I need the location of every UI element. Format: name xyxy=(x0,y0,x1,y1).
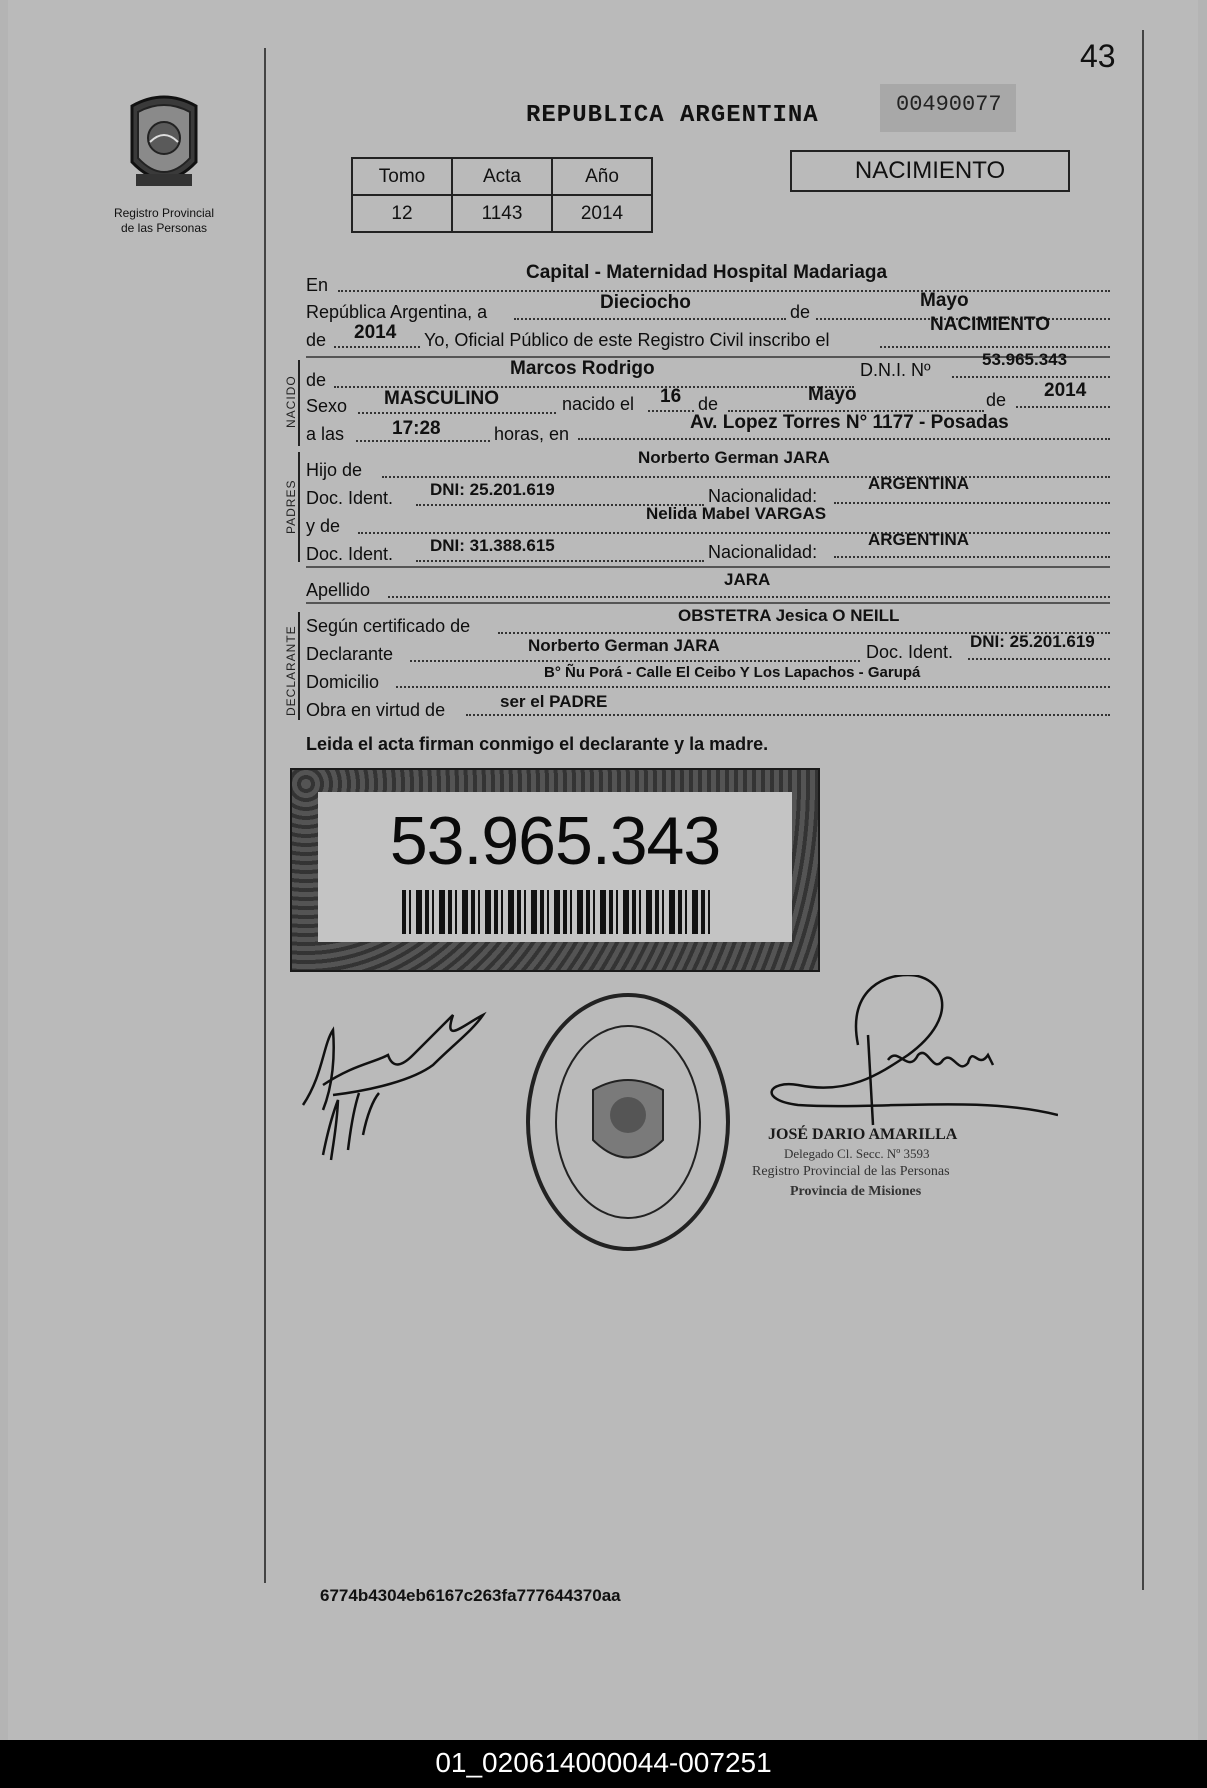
barcode xyxy=(402,890,712,934)
label-horas: horas, en xyxy=(494,424,570,444)
official-signature xyxy=(758,975,1058,1135)
declarante-name: Norberto German JARA xyxy=(528,636,720,655)
day-words: Dieciocho xyxy=(600,292,691,313)
label-doc-mother: Doc. Ident. xyxy=(306,544,394,564)
padres-bar xyxy=(298,452,300,562)
declarante-section-label: DECLARANTE xyxy=(284,625,298,716)
record-table xyxy=(351,157,653,233)
label-de-bm: de xyxy=(698,394,719,414)
label-domicilio: Domicilio xyxy=(306,672,380,692)
child-dni: 53.965.343 xyxy=(982,350,1068,369)
dots-byear xyxy=(1016,406,1110,408)
record-table-header xyxy=(352,158,652,195)
dots-declarante xyxy=(410,660,860,662)
padres-section-label: PADRES xyxy=(284,479,298,534)
id-stamp xyxy=(290,768,820,972)
serial-number: 00490077 xyxy=(896,92,1002,117)
label-hijo: Hijo de xyxy=(306,460,363,480)
label-inscribe: Yo, Oficial Público de este Registro Civil inscribo el xyxy=(424,330,830,350)
year-value: 2014 xyxy=(354,322,397,343)
serial-box xyxy=(880,84,1016,132)
label-nac-mother: Nacionalidad: xyxy=(708,542,818,562)
mother-name: Nelida Mabel VARGAS xyxy=(646,504,827,523)
label-doc-decl: Doc. Ident. xyxy=(866,642,954,662)
obra-value: ser el PADRE xyxy=(500,692,608,711)
certificate-value: OBSTETRA Jesica O NEILL xyxy=(678,606,900,625)
official-province: Provincia de Misiones xyxy=(790,1184,922,1199)
official-role: Delegado Cl. Secc. Nº 3593 xyxy=(784,1146,930,1161)
left-margin-line xyxy=(264,48,266,1583)
header-acta: Acta xyxy=(452,158,552,195)
nacido-section-label: NACIDO xyxy=(284,375,298,428)
header-ano: Año xyxy=(552,158,652,195)
record-table-values xyxy=(352,195,652,232)
dots-day2 xyxy=(648,410,694,412)
declarante-dni: DNI: 25.201.619 xyxy=(970,632,1095,651)
label-sexo: Sexo xyxy=(306,396,348,416)
label-a-las: a las xyxy=(306,424,345,444)
dots-place xyxy=(338,290,1110,292)
month-value: Mayo xyxy=(920,290,969,311)
label-nacido-el: nacido el xyxy=(562,394,635,414)
dots-apellido xyxy=(388,596,1110,598)
mother-nationality: ARGENTINA xyxy=(868,530,970,549)
logo-caption xyxy=(100,206,228,236)
father-nationality: ARGENTINA xyxy=(868,474,970,493)
dots-mother-dni xyxy=(416,560,704,562)
label-obra: Obra en virtud de xyxy=(306,700,446,720)
nacido-bar xyxy=(298,360,300,446)
label-de-by: de xyxy=(986,390,1007,410)
dots-mother xyxy=(358,532,1110,534)
declarante-bar xyxy=(298,612,300,720)
logo-caption-line2: de las Personas xyxy=(120,221,208,235)
place-value: Capital - Maternidad Hospital Madariaga xyxy=(526,262,888,283)
birth-day: 16 xyxy=(660,386,682,407)
birth-place: Av. Lopez Torres N° 1177 - Posadas xyxy=(690,412,1009,433)
stamp-inner xyxy=(318,792,792,942)
event-value: NACIMIENTO xyxy=(930,314,1050,335)
document-hash: 6774b4304eb6167c263fa777644370aa xyxy=(320,1586,621,1605)
label-y-de: y de xyxy=(306,516,341,536)
logo-caption-line1: Registro Provincial xyxy=(113,206,215,220)
label-cert: Según certificado de xyxy=(306,616,471,636)
dots-mother-nat xyxy=(834,556,1110,558)
official-name: JOSÉ DARIO AMARILLA xyxy=(768,1126,958,1143)
value-acta: 1143 xyxy=(452,195,552,232)
apellido-value: JARA xyxy=(724,570,771,589)
mother-dni: DNI: 31.388.615 xyxy=(430,536,555,555)
dots-domicilio xyxy=(396,686,1110,688)
label-nacido-de: de xyxy=(306,370,327,390)
footer-id: 01_020614000044-007251 xyxy=(0,1740,1207,1788)
country-title: REPUBLICA ARGENTINA xyxy=(526,102,819,129)
label-en: En xyxy=(306,275,329,295)
dots-time xyxy=(356,440,490,442)
label-doc-father: Doc. Ident. xyxy=(306,488,394,508)
dots-event xyxy=(880,346,1110,348)
doc-type-box: NACIMIENTO xyxy=(790,150,1070,192)
declarante-signature xyxy=(293,985,513,1185)
dots-bplace xyxy=(578,438,1110,440)
child-name: Marcos Rodrigo xyxy=(510,358,655,379)
father-name: Norberto German JARA xyxy=(638,448,830,467)
label-apellido: Apellido xyxy=(306,580,371,600)
dots-decl-dni xyxy=(968,658,1110,660)
birth-time: 17:28 xyxy=(392,418,441,439)
label-de-month: de xyxy=(790,302,811,322)
value-ano: 2014 xyxy=(552,195,652,232)
birth-month: Mayo xyxy=(808,384,857,405)
label-nac-father: Nacionalidad: xyxy=(708,486,818,506)
dots-dni xyxy=(952,376,1110,378)
separator-2 xyxy=(306,566,1110,568)
official-registry: Registro Provincial de las Personas xyxy=(752,1164,950,1179)
certificate-sheet xyxy=(8,0,1198,1740)
dots-obra xyxy=(466,714,1110,716)
header-tomo: Tomo xyxy=(352,158,452,195)
dots-day xyxy=(514,318,786,320)
right-margin-line xyxy=(1142,30,1144,1590)
label-dni: D.N.I. Nº xyxy=(860,360,931,380)
dots-father-nat xyxy=(834,502,1110,504)
dots-year xyxy=(334,346,420,348)
separator-3 xyxy=(306,602,1110,604)
dots-father xyxy=(382,476,1110,478)
label-de-year: de xyxy=(306,330,327,350)
sexo-value: MASCULINO xyxy=(384,388,500,409)
father-dni: DNI: 25.201.619 xyxy=(430,480,555,499)
label-declarante: Declarante xyxy=(306,644,394,664)
closing-text: Leida el acta firman conmigo el declarante y la madre. xyxy=(306,734,769,754)
id-number: 53.965.343 xyxy=(389,803,721,879)
domicilio-value: B° Ñu Porá - Calle El Ceibo Y Los Lapachos - Garupá xyxy=(544,664,921,681)
value-tomo: 12 xyxy=(352,195,452,232)
official-seal xyxy=(523,990,733,1255)
province-logo xyxy=(124,92,204,200)
page-number: 43 xyxy=(1080,38,1116,74)
dots-sexo xyxy=(358,412,556,414)
birth-year: 2014 xyxy=(1044,380,1087,401)
label-republica: República Argentina, a xyxy=(306,302,488,322)
